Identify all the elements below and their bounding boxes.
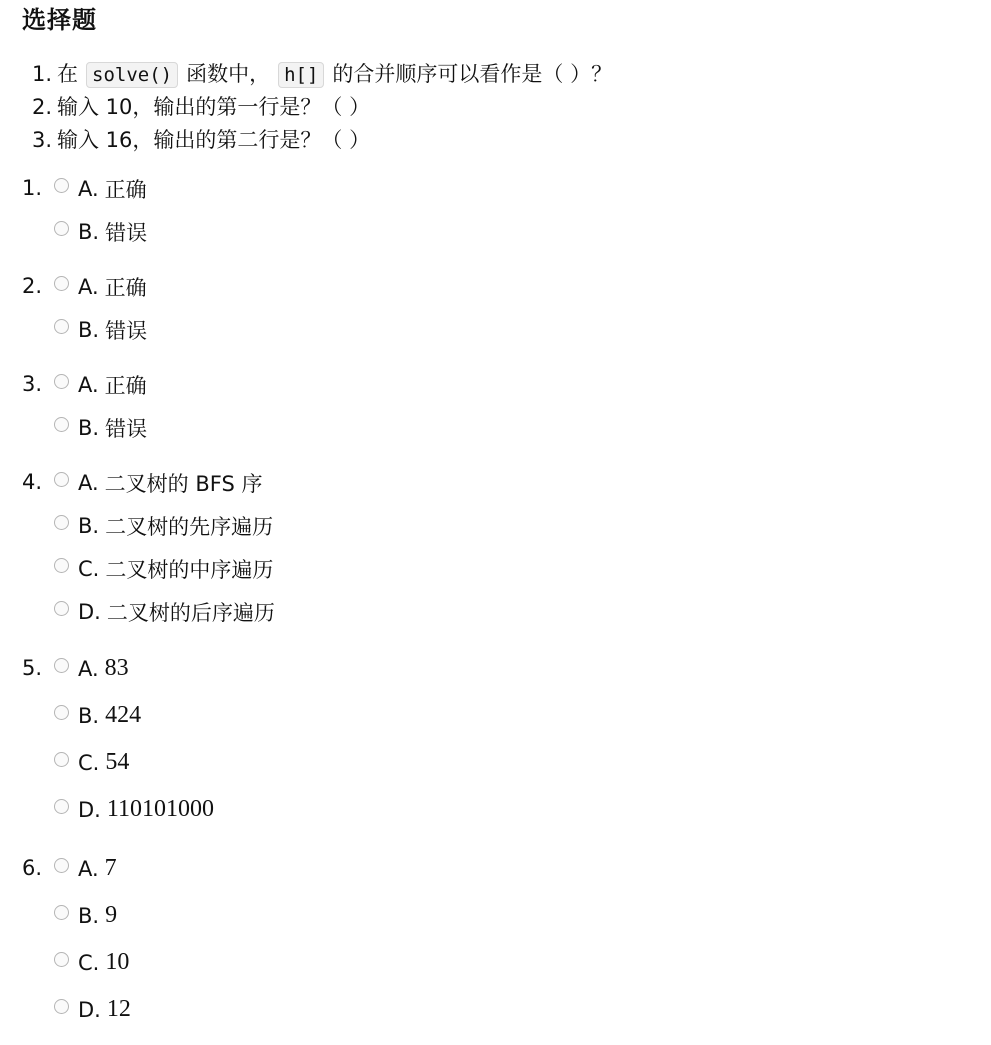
- radio-button[interactable]: [54, 705, 69, 720]
- option-text: 54: [105, 749, 130, 775]
- question-number: 6.: [22, 856, 43, 880]
- radio-button[interactable]: [54, 276, 69, 291]
- option-c[interactable]: [54, 939, 131, 986]
- option-text: 正确: [104, 275, 147, 300]
- option-letter: A.: [78, 470, 99, 495]
- option-letter: C.: [78, 750, 100, 775]
- question-number: 5.: [22, 656, 43, 680]
- question-4: [22, 461, 991, 633]
- option-letter: A.: [78, 372, 99, 397]
- option-letter: B.: [78, 415, 100, 440]
- option-group: [54, 845, 131, 1033]
- option-text: 二叉树的 BFS 序: [104, 471, 263, 496]
- stem-text: 输入 16，输出的第二行是？（ ）: [57, 128, 371, 152]
- option-text: 二叉树的先序遍历: [105, 514, 274, 539]
- option-a[interactable]: [54, 265, 147, 308]
- option-text: 424: [105, 702, 142, 728]
- question-number: 2.: [22, 274, 43, 298]
- option-letter: D.: [78, 797, 101, 822]
- option-group: [54, 167, 147, 253]
- option-d[interactable]: [54, 590, 275, 633]
- stem-number: 2.: [32, 95, 53, 119]
- question-5: [22, 645, 991, 833]
- option-letter: A.: [78, 656, 99, 681]
- radio-button[interactable]: [54, 178, 69, 193]
- radio-button[interactable]: [54, 221, 69, 236]
- radio-button[interactable]: [54, 999, 69, 1014]
- stem-text: 在: [57, 62, 78, 86]
- option-text: 9: [105, 902, 118, 928]
- radio-button[interactable]: [54, 952, 69, 967]
- option-a[interactable]: [54, 363, 147, 406]
- option-group: [54, 461, 275, 633]
- option-group: [54, 645, 214, 833]
- option-letter: B.: [78, 513, 100, 538]
- stem-text: 的合并顺序可以看作是（ ）？: [332, 62, 613, 86]
- option-b[interactable]: [54, 210, 147, 253]
- option-text: 错误: [105, 220, 148, 245]
- option-d[interactable]: [54, 786, 214, 833]
- question-number: 4.: [22, 470, 43, 494]
- question-number: 1.: [22, 176, 43, 200]
- option-a[interactable]: [54, 461, 275, 504]
- option-c[interactable]: [54, 739, 214, 786]
- option-text: 10: [105, 949, 130, 975]
- option-text: 错误: [105, 318, 148, 343]
- option-letter: A.: [78, 856, 99, 881]
- option-letter: A.: [78, 176, 99, 201]
- option-c[interactable]: [54, 547, 275, 590]
- radio-button[interactable]: [54, 752, 69, 767]
- question-stem-list: [22, 58, 991, 157]
- question-3: [22, 363, 991, 449]
- option-b[interactable]: [54, 504, 275, 547]
- stem-text: 输入 10，输出的第一行是？（ ）: [57, 95, 371, 119]
- option-letter: B.: [78, 219, 100, 244]
- option-group: [54, 363, 147, 449]
- question-stem-2: [22, 91, 991, 124]
- option-text: 正确: [104, 177, 147, 202]
- question-number: 3.: [22, 372, 43, 396]
- radio-button[interactable]: [54, 601, 69, 616]
- option-text: 83: [104, 655, 129, 681]
- option-group: [54, 265, 147, 351]
- option-b[interactable]: [54, 892, 131, 939]
- radio-button[interactable]: [54, 905, 69, 920]
- option-letter: A.: [78, 274, 99, 299]
- option-b[interactable]: [54, 406, 147, 449]
- radio-button[interactable]: [54, 319, 69, 334]
- radio-button[interactable]: [54, 658, 69, 673]
- radio-button[interactable]: [54, 472, 69, 487]
- question-1: [22, 167, 991, 253]
- option-a[interactable]: [54, 845, 131, 892]
- option-text: 12: [106, 996, 131, 1022]
- radio-button[interactable]: [54, 558, 69, 573]
- code-snippet-h: h[]: [278, 62, 324, 88]
- option-letter: C.: [78, 556, 100, 581]
- option-text: 二叉树的中序遍历: [105, 557, 274, 582]
- stem-text: 函数中，: [186, 62, 271, 86]
- option-letter: B.: [78, 703, 100, 728]
- option-letter: B.: [78, 903, 100, 928]
- stem-number: 1.: [32, 62, 53, 86]
- radio-button[interactable]: [54, 417, 69, 432]
- radio-button[interactable]: [54, 858, 69, 873]
- option-text: 错误: [105, 416, 148, 441]
- option-b[interactable]: [54, 308, 147, 351]
- radio-button[interactable]: [54, 374, 69, 389]
- code-snippet-solve: solve(): [86, 62, 178, 88]
- option-text: 110101000: [106, 796, 214, 822]
- option-a[interactable]: [54, 167, 147, 210]
- option-letter: C.: [78, 950, 100, 975]
- question-stem-1: [22, 58, 991, 91]
- option-text: 7: [104, 855, 117, 881]
- option-letter: D.: [78, 599, 101, 624]
- quiz-page: [22, 0, 991, 1045]
- radio-button[interactable]: [54, 799, 69, 814]
- question-6: [22, 845, 991, 1033]
- stem-number: 3.: [32, 128, 53, 152]
- option-b[interactable]: [54, 692, 214, 739]
- question-stem-3: [22, 124, 991, 157]
- option-letter: D.: [78, 997, 101, 1022]
- option-a[interactable]: [54, 645, 214, 692]
- section-title: 选择题: [22, 6, 97, 34]
- answer-list: [22, 167, 991, 1033]
- question-2: [22, 265, 991, 351]
- option-text: 二叉树的后序遍历: [106, 600, 275, 625]
- option-letter: B.: [78, 317, 100, 342]
- option-text: 正确: [104, 373, 147, 398]
- option-d[interactable]: [54, 986, 131, 1033]
- radio-button[interactable]: [54, 515, 69, 530]
